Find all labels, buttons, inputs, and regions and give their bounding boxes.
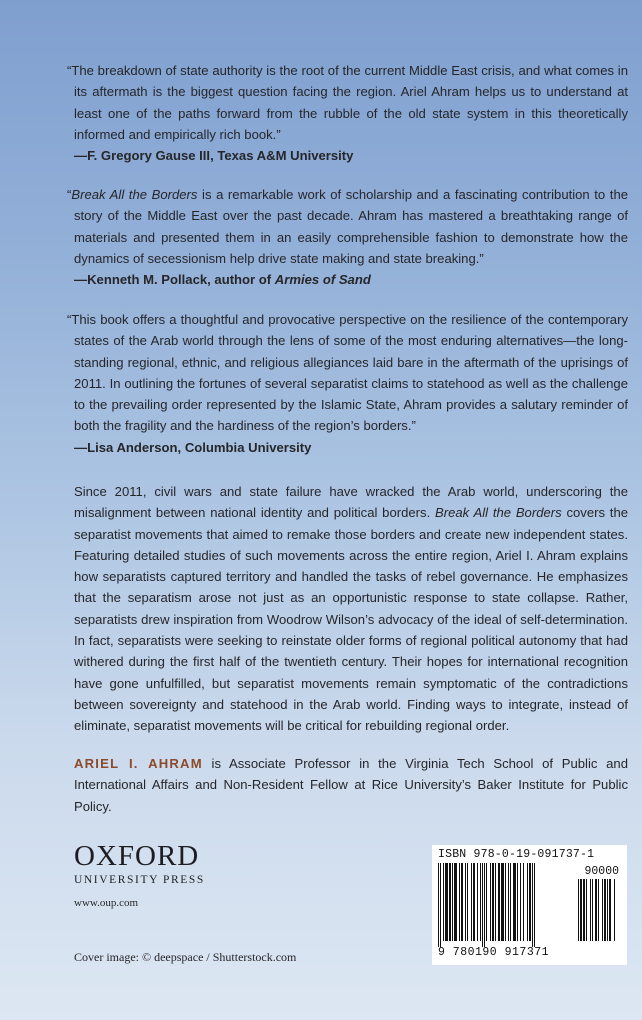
- barcode-bar: [454, 863, 457, 941]
- blurb-anderson: [67, 309, 628, 458]
- blurb-attribution: —Lisa Anderson, Columbia University: [74, 439, 312, 455]
- blurb-text: “The breakdown of state authority is the root of the current Middle East crisis, and what comes in its aftermath is the biggest question facing the region. Ariel Ahram helps us to understand at least one of the paths forward from the rubble of the old state system in this theoretically informed and empirically rich book.”: [67, 63, 628, 142]
- addon-digits: 90000: [584, 865, 619, 878]
- barcode-bar: [471, 863, 472, 941]
- barcode-bar: [583, 879, 585, 941]
- book-description: [74, 481, 628, 737]
- description-text: [74, 481, 628, 737]
- barcode-bar: [486, 863, 487, 941]
- barcode-bar: [592, 879, 593, 941]
- barcode-bar: [586, 879, 587, 941]
- description-after: covers the separatist movements that aimed to remake those borders and create new independent states. Featuring detailed studies of such movements across the entire region, Ariel I. Ahram explains how separatists captured territory and handled the tasks of rebel governance. He emphasizes that the separatism arose not just as an opportunistic response to state collapse. Rather, separatists drew inspiration from Woodrow Wilson’s advocacy of the ideal of self-determination. In fact, separatists were seeking to reinstate older forms of regional political autonomy that had withered during the first half of the twentieth century. Their hopes for international recognition have gone unfulfilled, but separatist movements remain symptomatic of the contradictions between sovereignty and statehood in the Arab world. Finding ways to integrate, instead of eliminate, separatist movements will be critical for rebuilding regional order.: [74, 505, 629, 734]
- ean-barcode-bars: [438, 863, 572, 947]
- barcode-bar: [614, 879, 615, 941]
- barcode-bar: [445, 863, 448, 941]
- addon-barcode-bars: [578, 879, 620, 953]
- isbn-barcode: [432, 845, 627, 965]
- book-title: Break All the Borders: [71, 187, 198, 202]
- publisher-website: www.oup.com: [74, 897, 139, 909]
- barcode-bar: [604, 879, 606, 941]
- barcode-bar: [467, 863, 468, 941]
- attribution-prefix: —Kenneth M. Pollack, author of: [74, 272, 275, 288]
- barcode-bar: [580, 879, 582, 941]
- barcode-bar: [505, 863, 506, 941]
- ean-digits: 9 780190 917371: [438, 946, 550, 959]
- blurb-text: “This book offers a thoughtful and provocative perspective on the resilience of the contemporary states of the Arab world through the lens of some of the most enduring alternatives—the long-standing regional, ethnic, and religious allegiances laid bare in the aftermath of the uprisings of 2011. In outlining the fortunes of several separatist claims to statehood as well as the challenge to the prevailing order represented by the Islamic State, Ahram provides a salutary reminder of both the fragility and the hardiness of the region’s borders.”: [67, 312, 628, 434]
- cover-credit: Cover image: © deepspace / Shutterstock.com: [74, 950, 297, 964]
- isbn-label: ISBN 978-0-19-091737-1: [438, 848, 595, 861]
- barcode-bar: [609, 879, 611, 941]
- barcode-bar: [523, 863, 524, 941]
- barcode-bar: [484, 863, 485, 947]
- barcode-bar: [607, 879, 608, 941]
- description-book-title: Break All the Borders: [435, 505, 562, 521]
- barcode-bar: [595, 879, 597, 941]
- barcode-bar: [490, 863, 491, 941]
- author-bio: [74, 753, 628, 817]
- barcode-bar: [508, 863, 509, 941]
- barcode-bar: [495, 863, 496, 941]
- open-quote: “: [67, 187, 72, 202]
- barcode-bar: [473, 863, 475, 941]
- barcode-bar: [477, 863, 478, 941]
- blurb-pollack: [67, 184, 629, 290]
- blurb-text-rest: is a remarkable work of scholarship and a fascinating contribution to the story of the Middle East over the past decade. Ahram has mastered a breathtaking range of materials and presented them in an easily comprehensible fashion to demonstrate how the dynamics of secessionism help drive state making and state breaking.”: [74, 187, 629, 266]
- barcode-bar: [480, 863, 481, 941]
- barcode-bar: [529, 863, 531, 941]
- publisher-name: OXFORD: [74, 840, 200, 872]
- blurb-gause: [67, 60, 628, 166]
- barcode-bar: [520, 863, 521, 941]
- barcode-bar: [438, 863, 439, 947]
- barcode-bar: [492, 863, 494, 941]
- bio-text: [74, 753, 628, 817]
- barcode-bar: [532, 863, 533, 947]
- barcode-bar: [510, 863, 511, 941]
- barcode-bar: [513, 863, 516, 941]
- publisher-logo: [74, 840, 205, 886]
- barcode-bar: [578, 879, 579, 941]
- barcode-bar: [590, 879, 591, 941]
- author-name: ARIEL I. AHRAM: [74, 756, 203, 771]
- barcode-bar: [602, 879, 603, 941]
- barcode-bar: [452, 863, 453, 941]
- blurb-attribution: —F. Gregory Gause III, Texas A&M University: [74, 148, 354, 164]
- barcode-bar: [482, 863, 483, 947]
- barcode-bar: [465, 863, 466, 941]
- barcode-bar: [440, 863, 441, 947]
- barcode-bar: [443, 863, 444, 941]
- attribution-book-title: Armies of Sand: [274, 272, 371, 288]
- barcode-bar: [527, 863, 528, 941]
- barcode-bar: [534, 863, 535, 947]
- barcode-bar: [598, 879, 599, 941]
- blurb-attribution: [74, 269, 628, 290]
- publisher-subtitle: UNIVERSITY PRESS: [74, 874, 205, 886]
- barcode-bar: [517, 863, 518, 941]
- bio-rest: is Associate Professor in the Virginia Tech School of Public and International Affairs and Non-Resident Fellow at Rice University’s Baker Institute for Public Policy.: [74, 756, 628, 814]
- description-before: Since 2011, civil wars and state failure have wracked the Arab world, underscoring the misalignment between national identity and political borders.: [74, 484, 628, 521]
- barcode-bar: [501, 863, 504, 941]
- blurb-text: [67, 184, 629, 269]
- barcode-bar: [449, 863, 451, 941]
- barcode-bar: [461, 863, 463, 941]
- barcode-bar: [459, 863, 460, 941]
- barcode-bar: [498, 863, 500, 941]
